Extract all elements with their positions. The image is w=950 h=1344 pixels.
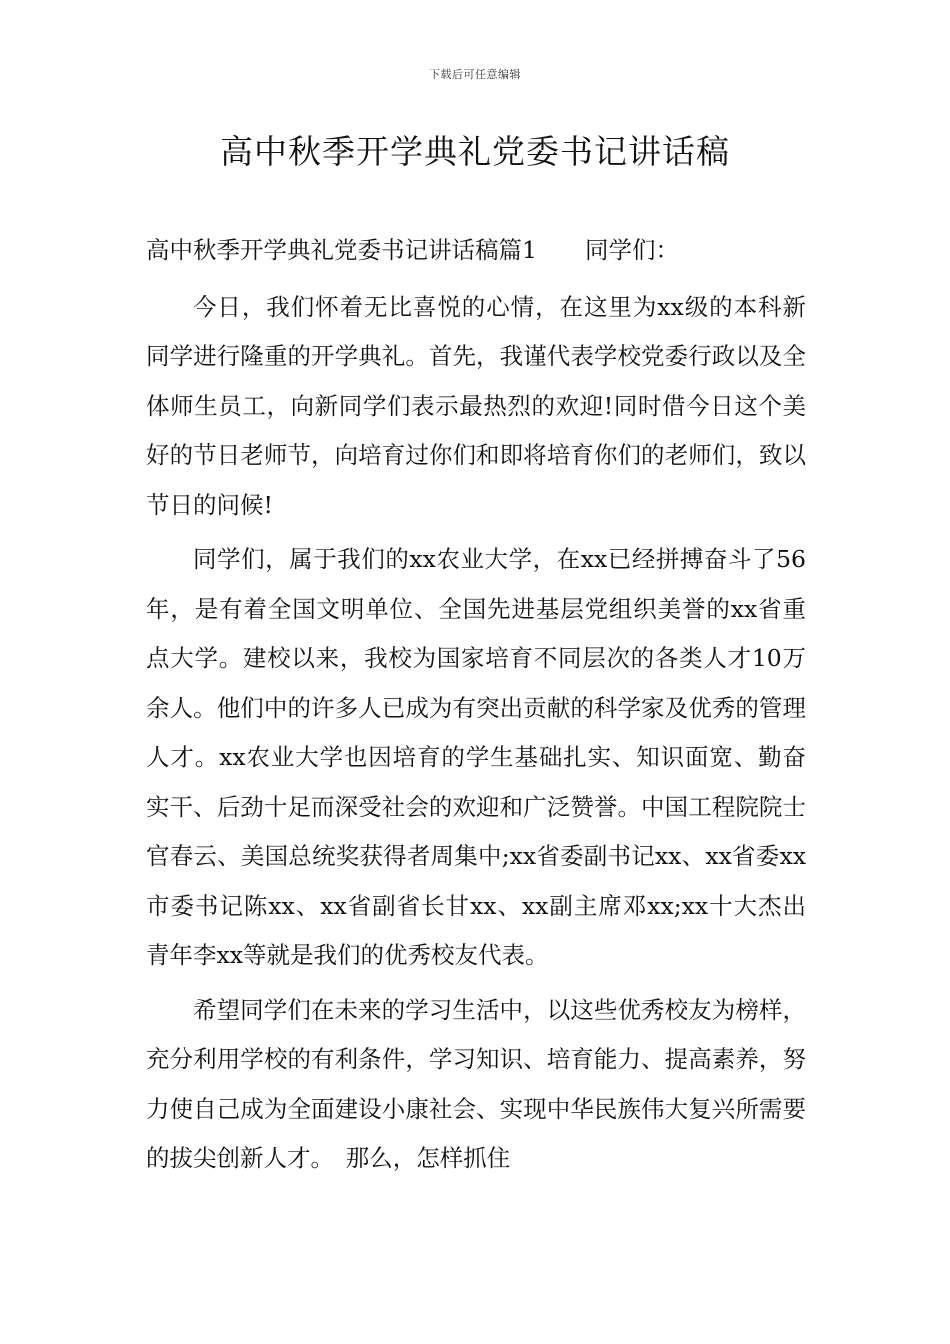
section-heading: 高中秋季开学典礼党委书记讲话稿篇1 [146,236,537,264]
document-body [146,226,806,1189]
header-note: 下载后可任意编辑 [429,68,521,81]
paragraph-1: 今日，我们怀着无比喜悦的心情，在这里为xx级的本科新同学进行隆重的开学典礼。首先，我谨代表学校党委行政以及全体师生员工，向新同学们表示最热烈的欢迎!同时借今日这个美好的节日老师节，向培育过你们和即将培育你们的老师们，致以节日的问候! [146,292,806,519]
intro-line [146,226,806,276]
salutation: 同学们： [584,236,679,264]
paragraph-2: 同学们，属于我们的xx农业大学，在xx已经拼搏奋斗了56年，是有着全国文明单位、全国先进基层党组织美誉的xx省重点大学。建校以来，我校为国家培育不同层次的各类人才10万余人。他们中的许多人已成为有突出贡献的科学家及优秀的管理人才。xx农业大学也因培育的学生基础扎实、知识面宽、勤奋实干、后劲十足而深受社会的欢迎和广泛赞誉。中国工程院院士官春云、美国总统奖获得者周集中;xx省委副书记xx、xx省委xx市委书记陈xx、xx省副省长甘xx、xx副主席邓xx;xx十大杰出青年李xx等就是我们的优秀校友代表。 [146,545,806,969]
document-title: 高中秋季开学典礼党委书记讲话稿 [220,132,730,171]
paragraph-3: 希望同学们在未来的学习生活中，以这些优秀校友为榜样，充分利用学校的有利条件，学习知识、培育能力、提高素养，努力使自己成为全面建设小康社会、实现中华民族伟大复兴所需要的拔尖创新人才。 那么，怎样抓住 [146,995,806,1172]
